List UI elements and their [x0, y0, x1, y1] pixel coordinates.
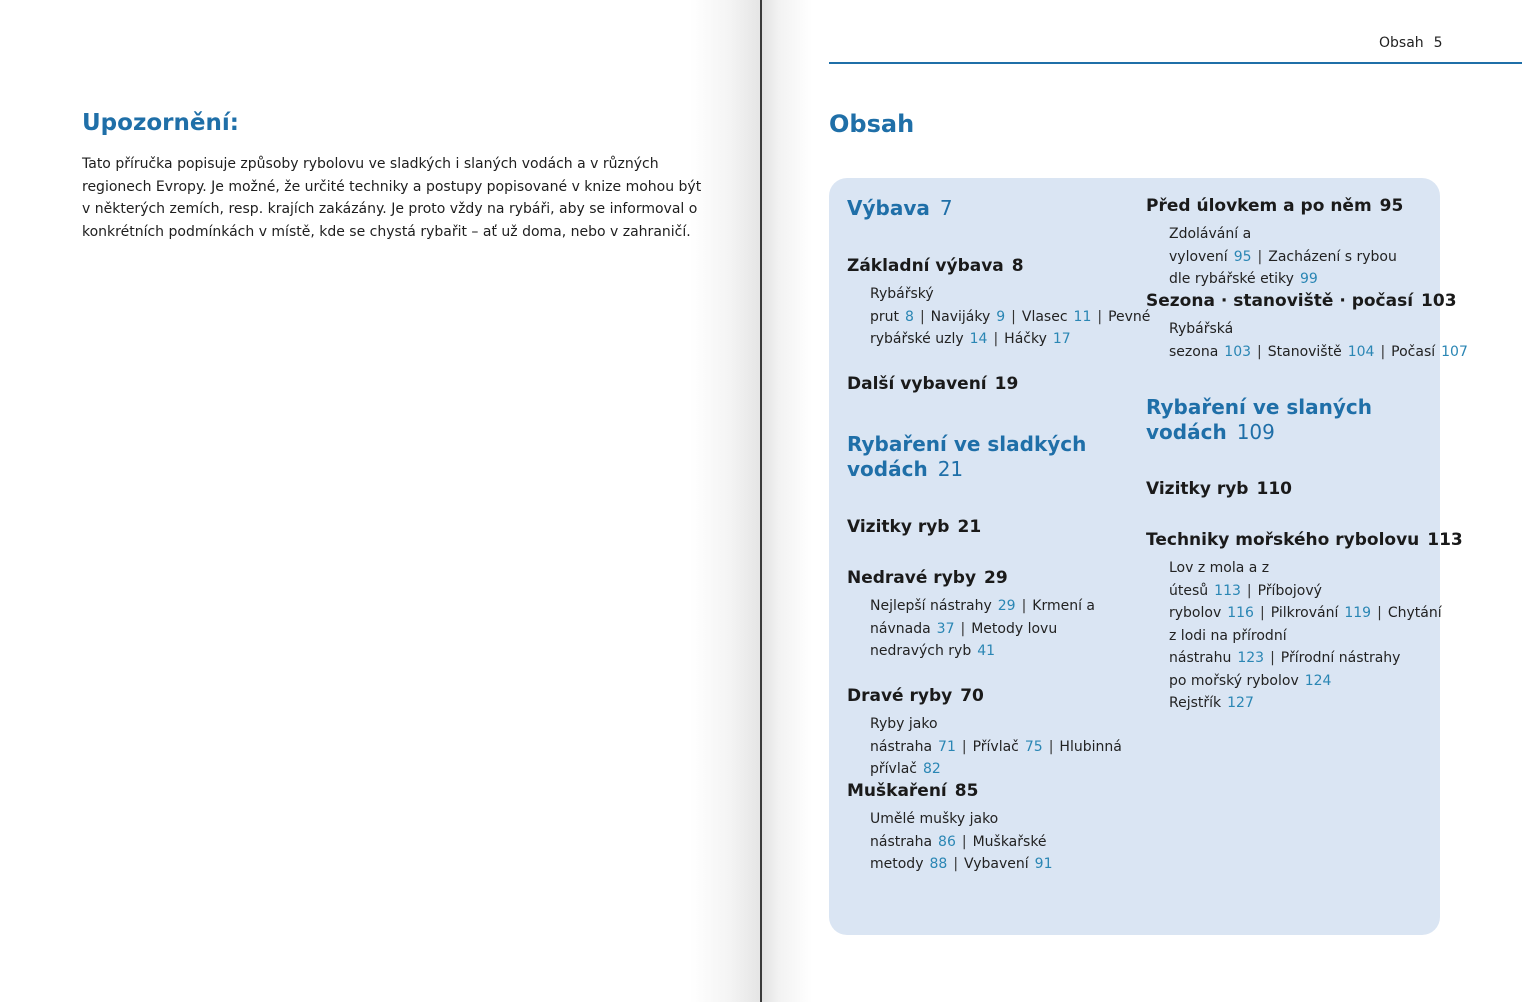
- toc-sub-item[interactable]: Pevné rybářské uzly 14: [870, 308, 1151, 347]
- toc-sub-item[interactable]: Rybářský prut 8: [870, 286, 934, 325]
- toc-sub-item[interactable]: Krmení a návnada 37: [870, 598, 1096, 637]
- toc-chapter-page: 19: [994, 374, 1019, 394]
- toc-chapter-page: 85: [954, 781, 979, 801]
- toc-sub-item[interactable]: Stanoviště 104: [1267, 343, 1375, 360]
- toc-part-slane-vody[interactable]: [1146, 395, 1372, 445]
- toc-sub-item[interactable]: Rybářská sezona 103: [1169, 321, 1252, 360]
- toc-subs-nedrave: Nejlepší nástrahy 29 | Krmení a návnada 37 | Metody lovu nedravých ryb 41: [870, 598, 1096, 659]
- toc-chapter-zakladni-vybava[interactable]: [847, 256, 1024, 276]
- toc-chapter-label: Základní výbava: [847, 256, 1004, 276]
- toc-sub-item[interactable]: Háčky 17: [1004, 331, 1071, 347]
- toc-chapter-label: Dravé ryby: [847, 686, 953, 706]
- toc-sub-item[interactable]: Pilkrování 119: [1270, 605, 1372, 621]
- toc-chapter-page: 70: [960, 686, 984, 706]
- notice-text: Tato příručka popisuje způsoby rybolovu ve sladkých i slaných vodách a v různých regionech Evropy. Je možné, že určité techniky a postupy popisované v knize mohou být v některých zemích, resp. krajích zakázány. Je proto vždy na rybáři, aby se informoval o konkrétních podmínkách v místě, kde se chystá rybařit – ať už doma, nebo v zahraničí.: [82, 156, 702, 240]
- toc-chapter-page: 113: [1427, 530, 1463, 550]
- toc-sub-item[interactable]: Lov z mola a z útesů 113: [1169, 560, 1270, 599]
- toc-item-rejstrik[interactable]: [1169, 692, 1389, 715]
- toc-subs-zakladni: Rybářský prut 8 | Navijáky 9 | Vlasec 11 | Pevné rybářské uzly 14 | Háčky 17: [870, 286, 1151, 347]
- toc-part-page: 7: [939, 196, 953, 220]
- toc-sub-item[interactable]: Zdolávání a vylovení 95: [1169, 226, 1252, 265]
- page-number: 5: [1433, 35, 1443, 51]
- toc-sub-item[interactable]: Hlubinná přívlač 82: [870, 738, 1122, 777]
- toc-chapter-label: Techniky mořského rybolovu: [1146, 530, 1420, 550]
- toc-chapter-page: 21: [957, 517, 982, 537]
- toc-part-vybava[interactable]: [847, 196, 953, 221]
- toc-chapter-label: Sezona · stanoviště · počasí: [1146, 291, 1414, 311]
- toc-chapter-vizitky-ryb[interactable]: [847, 517, 981, 537]
- toc-chapter-page: 8: [1011, 256, 1024, 276]
- toc-item-label: Rejstřík: [1169, 695, 1222, 711]
- toc-part-page: 21: [937, 457, 964, 481]
- toc-subs-techniky: Lov z mola a z útesů 113 | Příbojový rybolov 116 | Pilkrování 119 | Chytání z lodi na přírodní nástrahu 123 | Přírodní nástrahy po mořský rybolov 124: [1169, 560, 1442, 689]
- header-rule: [829, 62, 1522, 64]
- toc-part-label: Výbava: [847, 196, 930, 220]
- toc-chapter-label: Další vybavení: [847, 374, 987, 394]
- toc-box: [829, 178, 1468, 935]
- running-head: [1379, 35, 1443, 51]
- notice-title: Upozornění:: [82, 110, 239, 136]
- toc-chapter-label: Před úlovkem a po něm: [1146, 196, 1372, 216]
- toc-chapter-page: 95: [1379, 196, 1404, 216]
- toc-chapter-label: Vizitky ryb: [847, 517, 950, 537]
- toc-sub-item[interactable]: Vlasec 11: [1021, 308, 1092, 325]
- toc-part-label: Rybaření ve slaných: [1146, 395, 1373, 419]
- toc-chapter-label: Muškaření: [847, 781, 947, 801]
- toc-chapter-sezona[interactable]: [1146, 291, 1457, 311]
- toc-sub-item[interactable]: Přírodní nástrahy po mořský rybolov 124: [1169, 650, 1401, 689]
- toc-sub-item[interactable]: Chytání z lodi na přírodní nástrahu 123: [1169, 605, 1442, 666]
- toc-chapter-label: Vizitky ryb: [1146, 479, 1249, 499]
- toc-chapter-page: 110: [1256, 479, 1292, 499]
- toc-chapter-dalsi-vybaveni[interactable]: [847, 374, 1018, 394]
- toc-part-label: Rybaření ve sladkých: [847, 432, 1087, 456]
- toc-part-label: vodách: [847, 457, 928, 481]
- toc-sub-item[interactable]: Ryby jako nástraha 71: [870, 716, 956, 755]
- toc-subs-pred-ulovkem: Zdolávání a vylovení 95 | Zacházení s rybou dle rybářské etiky 99: [1169, 226, 1397, 287]
- toc-sub-item[interactable]: Příbojový rybolov 116: [1169, 582, 1322, 621]
- toc-chapter-techniky[interactable]: [1146, 530, 1463, 550]
- toc-title: Obsah: [829, 110, 915, 138]
- toc-subs-sezona: Rybářská sezona 103 | Stanoviště 104 | Počasí 107: [1169, 321, 1468, 360]
- toc-part-sladke-vody[interactable]: [847, 432, 1086, 482]
- toc-subs-drave: Ryby jako nástraha 71 | Přívlač 75 | Hlubinná přívlač 82: [870, 716, 1122, 777]
- toc-chapter-nedrave-ryby[interactable]: [847, 568, 1008, 588]
- toc-chapter-page: 29: [984, 568, 1008, 588]
- toc-part-label: vodách: [1146, 420, 1227, 444]
- left-page: [0, 0, 760, 1002]
- toc-chapter-drave-ryby[interactable]: [847, 686, 984, 706]
- toc-sub-item[interactable]: Navijáky 9: [930, 308, 1006, 325]
- toc-sub-item[interactable]: Metody lovu nedravých ryb 41: [870, 620, 1058, 659]
- running-head-title: Obsah: [1379, 35, 1424, 51]
- toc-chapter-page: 103: [1421, 291, 1457, 311]
- toc-sub-item[interactable]: Nejlepší nástrahy 29: [870, 598, 1016, 614]
- toc-chapter-vizitky-ryb-2[interactable]: [1146, 479, 1292, 499]
- toc-sub-item[interactable]: Muškařské metody 88: [870, 833, 1047, 872]
- toc-sub-item[interactable]: Zacházení s rybou dle rybářské etiky 99: [1169, 248, 1397, 287]
- toc-item-page: 127: [1227, 695, 1254, 711]
- toc-sub-item[interactable]: Počasí 107: [1391, 343, 1468, 360]
- toc-chapter-muskareni[interactable]: [847, 781, 978, 801]
- toc-sub-item[interactable]: Umělé mušky jako nástraha 86: [870, 811, 999, 850]
- toc-part-page: 109: [1236, 420, 1275, 444]
- toc-chapter-pred-ulovkem[interactable]: [1146, 196, 1403, 216]
- toc-sub-item[interactable]: Přívlač 75: [972, 738, 1043, 755]
- toc-sub-item[interactable]: Vybavení 91: [964, 856, 1053, 872]
- toc-chapter-label: Nedravé ryby: [847, 568, 977, 588]
- toc-subs-muskareni: Umělé mušky jako nástraha 86 | Muškařské metody 88 | Vybavení 91: [870, 811, 1053, 872]
